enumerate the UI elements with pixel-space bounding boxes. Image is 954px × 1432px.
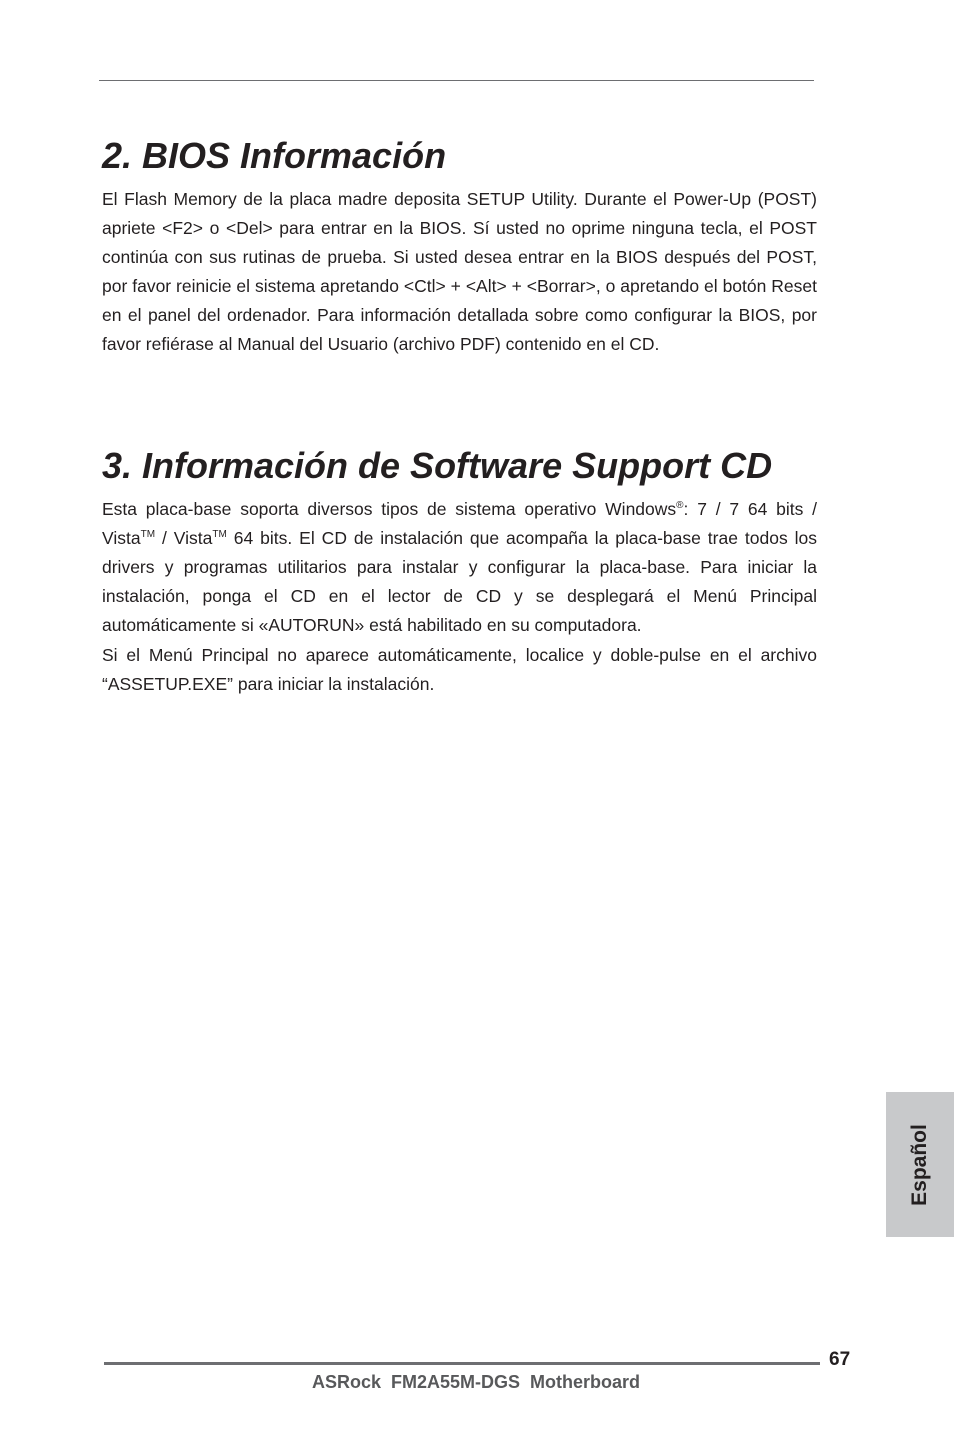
footer-rule — [104, 1362, 820, 1365]
trademark-mark: TM — [140, 529, 156, 540]
footer-title: ASRock FM2A55M-DGS Motherboard — [311, 1372, 641, 1392]
bios-paragraph: El Flash Memory de la placa madre deposita SETUP Utility. Durante el Power-Up (POST) apriete <F2> o <Del> para entrar en la BIOS. Sí usted no oprime ninguna tecla, el POST continúa con sus rutinas de prueba. Si usted desea entrar en la BIOS después del POST, por favor reinicie el sistema apretando <Ctl> + <Alt> + <Borrar>, o apretando el botón Reset en el panel del ordenador. Para información detallada sobre como configurar la BIOS, por favor refiérase al Manual del Usuario (archivo PDF) contenido en el CD. — [102, 189, 817, 354]
software-cd-paragraph-1 — [102, 495, 817, 640]
header-rule — [99, 80, 814, 81]
trademark-mark: TM — [212, 529, 227, 540]
page-number: 67 — [829, 1349, 851, 1370]
language-tab-label: Español — [908, 1123, 931, 1206]
text-run: Esta placa-base soporta diversos tipos de sistema operativo Windows — [102, 499, 677, 519]
section-heading-software-cd: 3. Información de Software Support CD — [102, 445, 773, 486]
language-tab — [886, 1092, 954, 1237]
text-run: / Vista — [155, 528, 213, 548]
section-heading-bios: 2. BIOS Información — [102, 135, 447, 176]
text-run: 64 bits. El CD de instalación que acompaña la placa-base trae todos los drivers y programas utilitarios para instalar y configurar la placa-base. Para iniciar la instalación, ponga el CD en el lector de CD y se desplegará el Menú Principal automáticamente si «AUTORUN» está habilitado en su computadora. — [102, 528, 817, 635]
software-cd-paragraph-2: Si el Menú Principal no aparece automáticamente, localice y doble-pulse en el archivo “ASSETUP.EXE” para iniciar la instalación. — [102, 645, 817, 694]
text-run: : 7 / 7 64 bits / Vista — [102, 499, 818, 548]
registered-mark: ® — [676, 500, 684, 511]
